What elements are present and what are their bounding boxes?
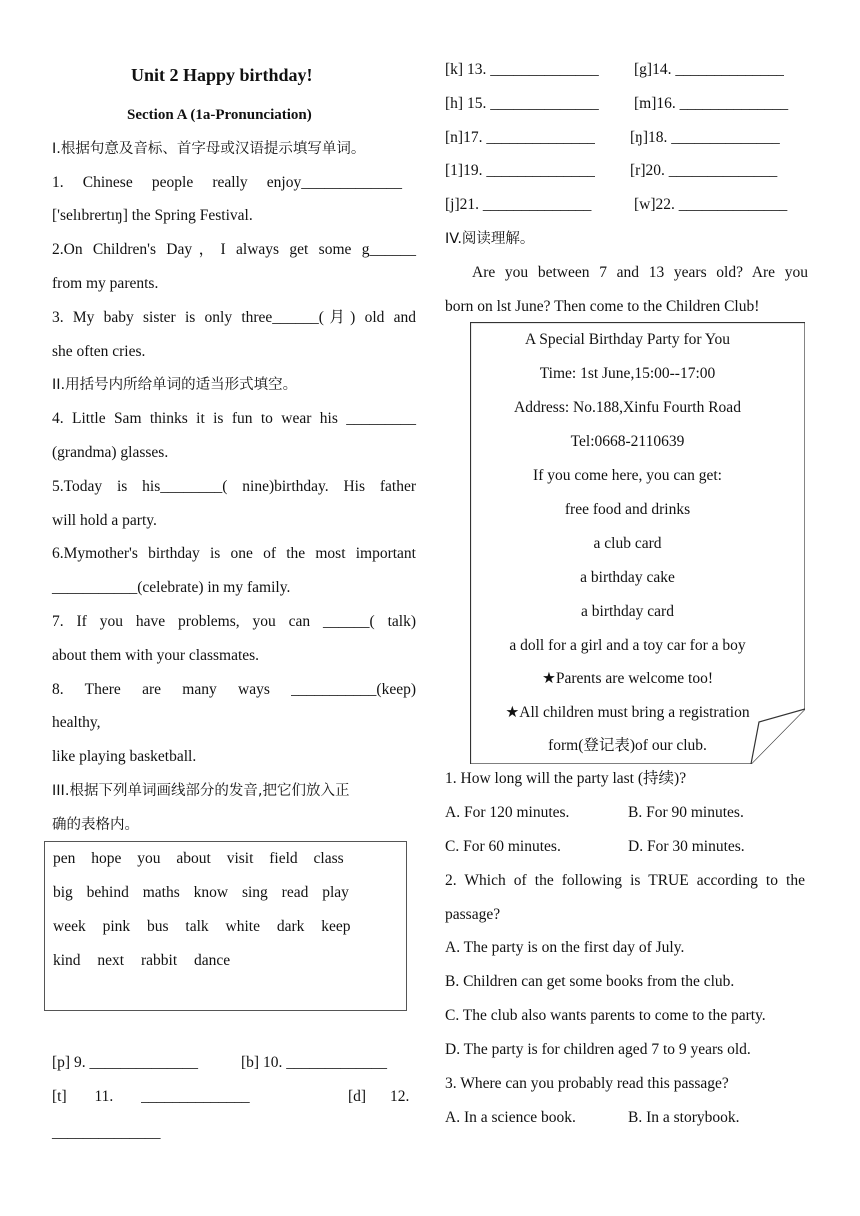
word-row-4: kind next rabbit dance xyxy=(53,952,231,969)
notice-item: a club card xyxy=(593,535,662,552)
notice-item: free food and drinks xyxy=(564,501,691,518)
blank-18[interactable]: [ŋ]18. ______________ xyxy=(630,129,780,146)
reading-q3-option-a[interactable]: A. In a science book. xyxy=(445,1109,576,1126)
blank-17[interactable]: [n]17. ______________ xyxy=(445,129,595,146)
notice-registration: ★All children must bring a registration xyxy=(505,704,750,721)
notice-tel: Tel:0668-2110639 xyxy=(570,433,685,450)
reading-question-1: 1. How long will the party last (持续)? xyxy=(445,770,687,787)
reading-intro-line1: Are you between 7 and 13 years old? Are you xyxy=(472,264,808,281)
question-3-line1: 3. My baby sister is only three______(月) old and xyxy=(52,309,416,326)
blank-22[interactable]: [w]22. ______________ xyxy=(634,196,788,213)
question-4-line2: (grandma) glasses. xyxy=(52,444,169,461)
reading-q1-option-c[interactable]: C. For 60 minutes. xyxy=(445,838,561,855)
question-7-line2: about them with your classmates. xyxy=(52,647,260,664)
question-6-line1: 6.Mymother's birthday is one of the most important xyxy=(52,545,416,562)
notice-item: a doll for a girl and a toy car for a boy xyxy=(509,637,746,654)
part3-heading-line2: 确的表格内。 xyxy=(52,817,139,833)
blank-11[interactable]: [t] 11. ______________ xyxy=(52,1088,250,1105)
notice-item: a birthday cake xyxy=(580,569,675,586)
reading-question-2-line1: 2. Which of the following is TRUE according to the xyxy=(445,872,805,889)
reading-q2-option-d[interactable]: D. The party is for children aged 7 to 9 years old. xyxy=(445,1041,751,1058)
notice-address: Address: No.188,Xinfu Fourth Road xyxy=(514,399,741,416)
page-title: Unit 2 Happy birthday! xyxy=(131,65,313,85)
reading-q2-option-b[interactable]: B. Children can get some books from the club. xyxy=(445,973,735,990)
blank-19[interactable]: [1]19. ______________ xyxy=(445,162,595,179)
blank-20[interactable]: [r]20. ______________ xyxy=(630,162,778,179)
question-3-line2: she often cries. xyxy=(52,343,146,360)
word-row-2: big behind maths know sing read play xyxy=(53,884,349,901)
reading-q2-option-a[interactable]: A. The party is on the first day of July. xyxy=(445,939,685,956)
part3-heading-line1: III.根据下列单词画线部分的发音,把它们放入正 xyxy=(52,783,350,799)
question-5-line2: will hold a party. xyxy=(52,512,157,529)
question-5-line1: 5.Today is his________( nine)birthday. His father xyxy=(52,478,416,495)
notice-item: a birthday card xyxy=(581,603,674,620)
notice-parents-welcome: ★Parents are welcome too! xyxy=(542,670,713,687)
question-8-line3: like playing basketball. xyxy=(52,748,197,765)
reading-intro-line2: born on lst June? Then come to the Children Club! xyxy=(445,298,760,315)
party-notice xyxy=(470,322,805,764)
part1-heading: I.根据句意及音标、首字母或汉语提示填写单词。 xyxy=(52,141,366,157)
question-6-line2: ___________(celebrate) in my family. xyxy=(52,579,291,596)
blank-15[interactable]: [h] 15. ______________ xyxy=(445,95,599,112)
reading-question-3: 3. Where can you probably read this passage? xyxy=(445,1075,729,1092)
question-1-line1: 1. Chinese people really enjoy_____________ xyxy=(52,174,402,191)
word-row-1: pen hope you about visit field class xyxy=(53,850,344,867)
blank-13[interactable]: [k] 13. ______________ xyxy=(445,61,599,78)
reading-q3-option-b[interactable]: B. In a storybook. xyxy=(628,1109,740,1126)
reading-question-2-line2: passage? xyxy=(445,906,501,923)
reading-q2-option-c[interactable]: C. The club also wants parents to come to the party. xyxy=(445,1007,766,1024)
blank-21[interactable]: [j]21. ______________ xyxy=(445,196,592,213)
part2-heading: II.用括号内所给单词的适当形式填空。 xyxy=(52,377,298,393)
section-subtitle: Section A (1a-Pronunciation) xyxy=(127,107,312,123)
reading-q1-option-a[interactable]: A. For 120 minutes. xyxy=(445,804,570,821)
notice-get-intro: If you come here, you can get: xyxy=(533,467,722,484)
question-2-line1: 2.On Children's Day，I always get some g______ xyxy=(52,241,416,258)
blank-12-label: [d] 12. xyxy=(348,1088,410,1105)
question-1-line2: ['selıbrertıŋ] the Spring Festival. xyxy=(52,207,253,224)
blank-10[interactable]: [b] 10. _____________ xyxy=(241,1054,387,1071)
notice-title: A Special Birthday Party for You xyxy=(525,331,730,348)
question-8-line1: 8. There are many ways ___________(keep) xyxy=(52,681,416,698)
notice-registration-form: form(登记表)of our club. xyxy=(548,737,707,754)
blank-12[interactable]: ______________ xyxy=(52,1124,161,1141)
blank-16[interactable]: [m]16. ______________ xyxy=(634,95,789,112)
reading-q1-option-d[interactable]: D. For 30 minutes. xyxy=(628,838,745,855)
notice-time: Time: 1st June,15:00--17:00 xyxy=(539,365,716,382)
part4-heading: IV.阅读理解。 xyxy=(445,231,535,247)
question-2-line2: from my parents. xyxy=(52,275,159,292)
question-7-line1: 7. If you have problems, you can ______( talk) xyxy=(52,613,416,630)
word-box xyxy=(44,841,407,1011)
word-row-3: week pink bus talk white dark keep xyxy=(53,918,351,935)
question-4-line1: 4. Little Sam thinks it is fun to wear his _________ xyxy=(52,410,416,427)
question-8-line2: healthy, xyxy=(52,714,101,731)
blank-9[interactable]: [p] 9. ______________ xyxy=(52,1054,198,1071)
blank-14[interactable]: [g]14. ______________ xyxy=(634,61,784,78)
reading-q1-option-b[interactable]: B. For 90 minutes. xyxy=(628,804,744,821)
